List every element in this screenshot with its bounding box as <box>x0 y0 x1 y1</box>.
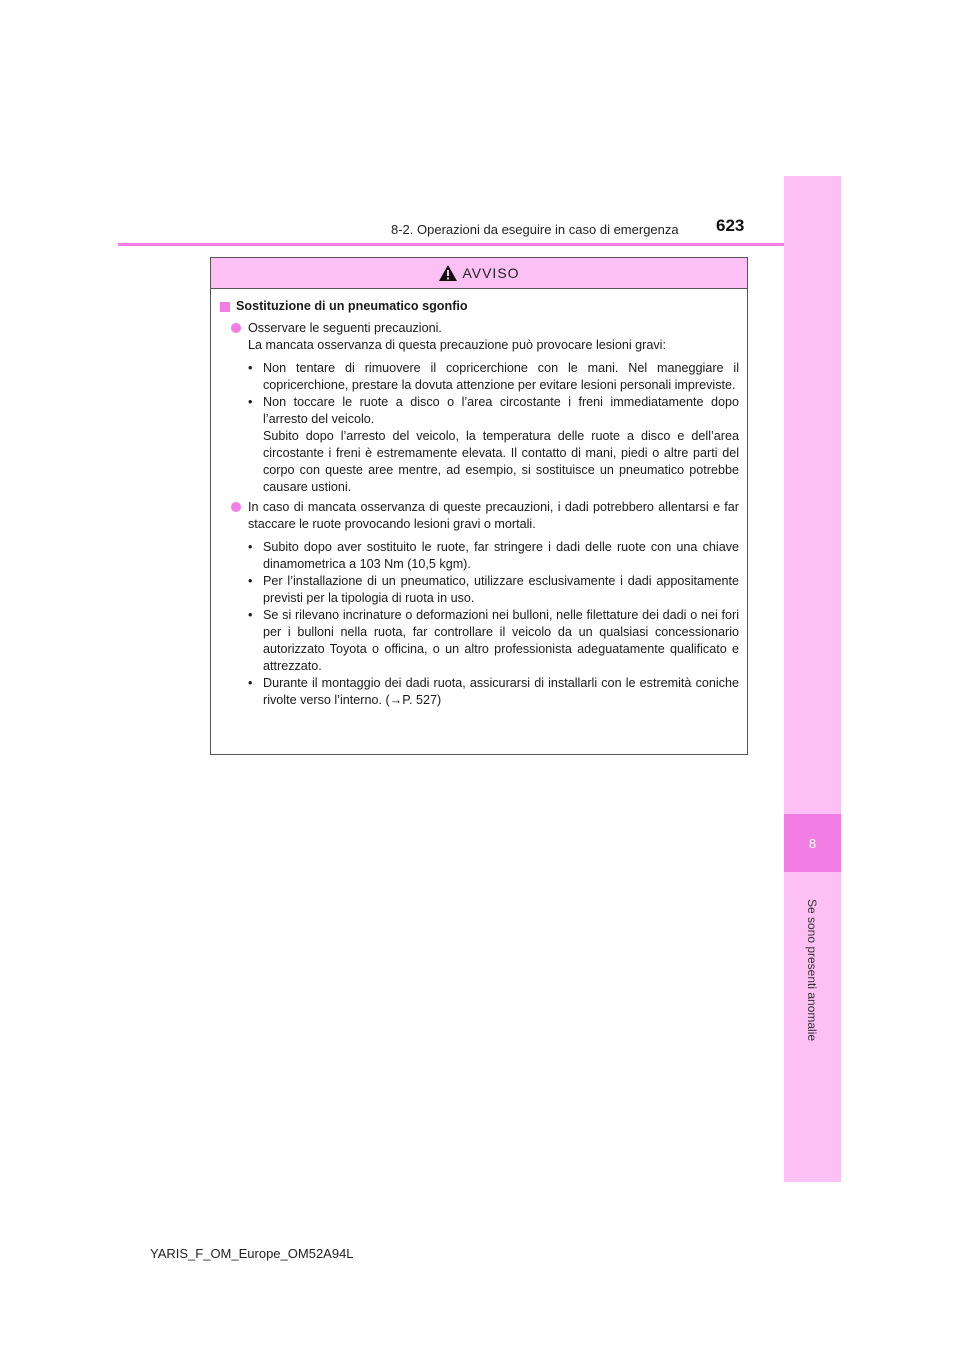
page-number: 623 <box>716 216 745 235</box>
bullet-mark: • <box>248 361 253 375</box>
warning-header <box>211 258 747 289</box>
header-rule <box>118 243 784 246</box>
section-heading <box>220 298 739 315</box>
circle-text: La mancata osservanza di questa precauzione può provocare lesioni gravi: <box>248 338 666 352</box>
document-code: YARIS_F_OM_Europe_OM52A94L <box>150 1246 354 1261</box>
bullet-mark: • <box>248 676 253 690</box>
circle-item <box>220 320 739 354</box>
circle-bullet-icon <box>231 323 241 333</box>
list-item <box>248 675 739 709</box>
warning-triangle-icon <box>438 264 458 282</box>
bullet-text: Se si rilevano incrinature o deformazioni nei bulloni, nelle filettature dei dadi o nei fori per i bulloni nella ruota, far controllare il veicolo da un qualsiasi concessionario autorizzato Toyota o officina, o un altro professionista adeguatamente qualificato e attrezzato. <box>263 608 739 673</box>
bullet-list <box>220 360 739 496</box>
bullet-mark: • <box>248 608 253 622</box>
bullet-text: Non tentare di rimuovere il copricerchione con le mani. Nel maneggiare il copricerchione, prestare la dovuta attenzione per evitare lesioni personali impreviste. <box>263 361 739 392</box>
warning-title: AVVISO <box>462 265 520 281</box>
chapter-label: Se sono presenti anomalie <box>805 898 819 1042</box>
circle-text: In caso di mancata osservanza di queste precauzioni, i dadi potrebbero allentarsi e far staccare le ruote provocando lesioni gravi o mortali. <box>248 500 739 531</box>
list-item <box>248 607 739 675</box>
section-title: 8-2. Operazioni da eseguire in caso di emergenza <box>391 222 679 237</box>
bullet-list <box>220 539 739 709</box>
bullet-text: Subito dopo l’arresto del veicolo, la temperatura delle ruote a disco e dell’area circostante i freni è estremamente elevata. Il contatto di mani, piedi o altre parti del corpo con queste aree mentre, ad esempio, si sostituisce un pneumatico potrebbe causare ustioni. <box>263 429 739 494</box>
bullet-mark: • <box>248 540 253 554</box>
warning-box <box>210 257 748 755</box>
bullet-mark: • <box>248 574 253 588</box>
list-item <box>248 539 739 573</box>
square-bullet-icon <box>220 302 230 312</box>
bullet-text: Durante il montaggio dei dadi ruota, assicurarsi di installarli con le estremità coniche rivolte verso l’interno. (→P. 527) <box>263 676 739 707</box>
heading-text: Sostituzione di un pneumatico sgonfio <box>236 299 468 313</box>
list-item <box>248 573 739 607</box>
circle-item <box>220 499 739 533</box>
circle-bullet-icon <box>231 502 241 512</box>
list-item <box>248 360 739 394</box>
bullet-text: Per l’installazione di un pneumatico, utilizzare esclusivamente i dadi appositamente previsti per la tipologia di ruota in uso. <box>263 574 739 605</box>
bullet-mark: • <box>248 395 253 409</box>
chapter-number: 8 <box>784 814 841 872</box>
bullet-text: Subito dopo aver sostituito le ruote, far stringere i dadi delle ruote con una chiave dinamometrica a 103 Nm (10,5 kgm). <box>263 540 739 571</box>
warning-body <box>211 289 747 709</box>
bullet-text: Non toccare le ruote a disco o l’area circostante i freni immediatamente dopo l’arresto del veicolo. <box>263 395 739 426</box>
circle-text: Osservare le seguenti precauzioni. <box>248 321 442 335</box>
list-item <box>248 394 739 496</box>
